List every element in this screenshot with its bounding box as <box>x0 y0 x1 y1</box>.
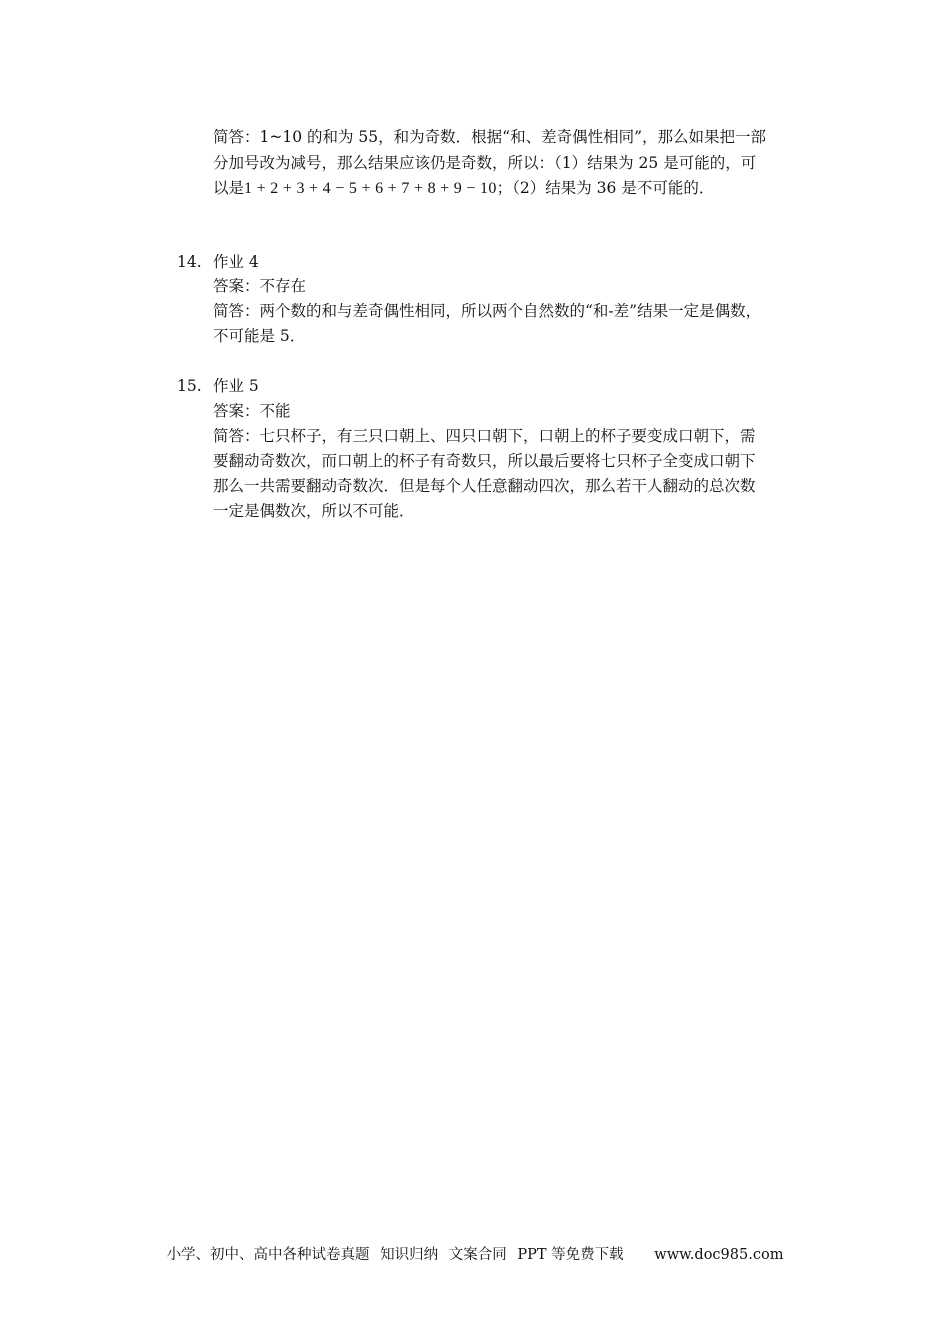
q15-answer: 答案：不能 <box>213 402 291 420</box>
q15-brief-line-2: 要翻动奇数次，而口朝上的杯子有奇数只，所以最后要将七只杯子全变成口朝下 <box>213 452 756 470</box>
prev-brief-line-1: 简答：1~10 的和为 55，和为奇数．根据“和、差奇偶性相同”，那么如果把一部 <box>213 128 766 146</box>
q15-brief-line-4: 一定是偶数次，所以不可能． <box>213 502 415 520</box>
footer-text-exams: 小学、初中、高中各种试卷真题 <box>166 1247 370 1263</box>
q14-brief-line-2: 不可能是 5． <box>213 327 306 345</box>
q14-answer: 答案：不存在 <box>213 277 307 295</box>
q15-brief-line-3: 那么一共需要翻动奇数次．但是每个人任意翻动四次，那么若干人翻动的总次数 <box>213 477 756 495</box>
q15-brief-line-1: 简答：七只杯子，有三只口朝上、四只口朝下，口朝上的杯子要变成口朝下，需 <box>213 427 756 445</box>
sum-formula: 1 + 2 + 3 + 4 − 5 + 6 + 7 + 8 + 9 − 10 <box>244 180 497 197</box>
q15-title: 作业 5 <box>213 377 259 395</box>
q14-title: 作业 4 <box>213 253 259 271</box>
footer-text-knowledge: 知识归纳 <box>380 1247 439 1263</box>
prev-brief-line-3-suffix: ；（2）结果为 36 是不可能的． <box>496 179 715 197</box>
prev-brief-line-3-prefix: 以是 <box>213 179 245 197</box>
page-footer <box>0 1243 950 1264</box>
q14-number: 14. <box>177 253 202 271</box>
q14-brief-line-1: 简答：两个数的和与差奇偶性相同，所以两个自然数的“和-差”结果一定是偶数， <box>213 302 762 320</box>
prev-brief-line-2: 分加号改为减号，那么结果应该仍是奇数，所以：（1）结果为 25 是可能的，可 <box>213 154 757 172</box>
footer-text-contracts: 文案合同 <box>448 1247 507 1263</box>
prev-brief-line-3 <box>213 175 714 202</box>
footer-text-ppt: PPT 等免费下载 <box>517 1247 624 1263</box>
q15-number: 15. <box>177 377 202 395</box>
footer-url-link[interactable]: www.doc985.com <box>654 1247 784 1263</box>
